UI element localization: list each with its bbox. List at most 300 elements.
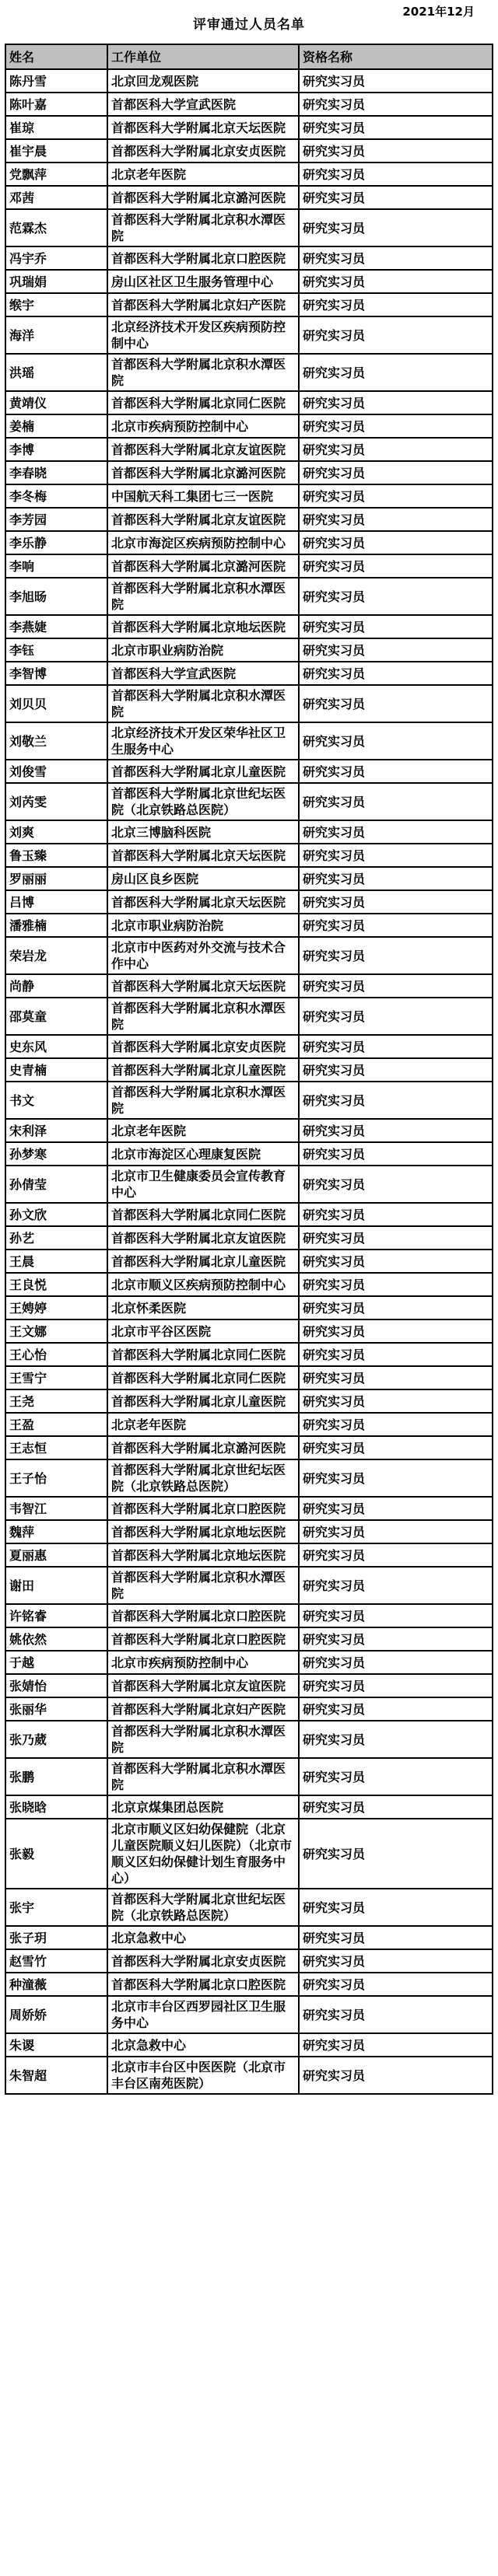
qualification-cell: 研究实习员 [299,914,493,937]
qualification-cell: 研究实习员 [299,461,493,484]
work-unit-cell: 北京市丰台区西罗园社区卫生服务中心 [107,1996,299,2033]
work-unit-cell: 首都医科大学附属北京同仁医院 [107,1343,299,1366]
name-cell: 李博 [5,438,107,461]
table-row [5,293,493,316]
qualification-cell: 研究实习员 [299,578,493,615]
qualification-cell: 研究实习员 [299,638,493,662]
work-unit-cell: 首都医科大学附属北京积水潭医院 [107,578,299,615]
table-row [5,1758,493,1795]
qualification-cell: 研究实习员 [299,867,493,890]
qualification-cell: 研究实习员 [299,1459,493,1497]
table-row [5,438,493,461]
work-unit-cell: 首都医科大学附属北京天坛医院 [107,844,299,867]
qualification-cell: 研究实习员 [299,1543,493,1567]
table-row [5,391,493,414]
qualification-cell: 研究实习员 [299,1035,493,1058]
work-unit-cell: 北京市疾病预防控制中心 [107,1651,299,1674]
qualification-cell: 研究实习员 [299,270,493,293]
table-row [5,1567,493,1604]
qualification-cell: 研究实习员 [299,293,493,316]
name-cell: 王志恒 [5,1436,107,1459]
qualification-cell: 研究实习员 [299,1366,493,1389]
qualification-cell: 研究实习员 [299,937,493,974]
qualification-cell: 研究实习员 [299,1119,493,1142]
work-unit-cell: 首都医科大学附属北京世纪坛医院（北京铁路总医院） [107,783,299,820]
name-cell: 张鹏 [5,1758,107,1795]
work-unit-cell: 首都医科大学附属北京地坛医院 [107,1520,299,1543]
name-cell: 党飘萍 [5,163,107,186]
name-cell: 姚依然 [5,1627,107,1651]
work-unit-cell: 首都医科大学附属北京潞河医院 [107,186,299,209]
work-unit-cell: 首都医科大学附属北京安贞医院 [107,139,299,163]
qualification-cell: 研究实习员 [299,163,493,186]
work-unit-cell: 首都医科大学附属北京口腔医院 [107,1604,299,1627]
qualification-cell: 研究实习员 [299,1343,493,1366]
name-cell: 宋利泽 [5,1119,107,1142]
table-row [5,1520,493,1543]
work-unit-cell: 北京市疾病预防控制中心 [107,414,299,438]
qualification-cell: 研究实习员 [299,1949,493,1973]
qualification-cell: 研究实习员 [299,69,493,93]
table-row [5,1973,493,1996]
name-cell: 朱谡 [5,2033,107,2057]
work-unit-cell: 北京怀柔医院 [107,1296,299,1319]
work-unit-cell: 首都医科大学附属北京妇产医院 [107,1697,299,1721]
qualification-cell: 研究实习员 [299,1604,493,1627]
table-row [5,914,493,937]
name-cell: 谢田 [5,1567,107,1604]
name-cell: 崔宇晨 [5,139,107,163]
name-cell: 王文娜 [5,1319,107,1343]
approved-personnel-table [5,44,493,2095]
work-unit-cell: 北京回龙观医院 [107,69,299,93]
name-cell: 刘芮雯 [5,783,107,820]
table-row [5,1035,493,1058]
qualification-cell: 研究实习员 [299,1273,493,1296]
qualification-cell: 研究实习员 [299,116,493,139]
table-row [5,1413,493,1436]
work-unit-cell: 首都医科大学附属北京儿童医院 [107,1250,299,1273]
name-cell: 书文 [5,1082,107,1119]
name-cell: 王子怡 [5,1459,107,1497]
table-row [5,1795,493,1819]
qualification-cell: 研究实习员 [299,1203,493,1226]
name-cell: 洪瑶 [5,354,107,391]
qualification-cell: 研究实习员 [299,438,493,461]
qualification-cell: 研究实习员 [299,1926,493,1949]
qualification-cell: 研究实习员 [299,1250,493,1273]
table-row [5,1819,493,1889]
name-cell: 朱智超 [5,2057,107,2094]
qualification-cell: 研究实习员 [299,1082,493,1119]
name-cell: 张婧怡 [5,1674,107,1697]
name-cell: 王娉婷 [5,1296,107,1319]
table-row [5,116,493,139]
table-row [5,998,493,1035]
table-row [5,1627,493,1651]
name-cell: 陈丹雪 [5,69,107,93]
name-cell: 许铭睿 [5,1604,107,1627]
qualification-cell: 研究实习员 [299,209,493,246]
work-unit-cell: 北京市海淀区疾病预防控制中心 [107,531,299,554]
work-unit-cell: 首都医科大学附属北京儿童医院 [107,760,299,783]
work-unit-cell: 首都医科大学附属北京积水潭医院 [107,1567,299,1604]
name-cell: 崔琼 [5,116,107,139]
qualification-cell: 研究实习员 [299,1413,493,1436]
qualification-cell: 研究实习员 [299,1497,493,1520]
name-cell: 邵莫童 [5,998,107,1035]
work-unit-cell: 首都医科大学附属北京天坛医院 [107,974,299,998]
name-cell: 李芳园 [5,508,107,531]
work-unit-cell: 首都医科大学附属北京潞河医院 [107,461,299,484]
qualification-cell: 研究实习员 [299,1567,493,1604]
table-row [5,1058,493,1082]
name-cell: 种潼薇 [5,1973,107,1996]
work-unit-cell: 首都医科大学附属北京同仁医院 [107,1366,299,1389]
work-unit-cell: 首都医科大学附属北京世纪坛医院（北京铁路总医院） [107,1889,299,1926]
name-cell: 张晓晗 [5,1795,107,1819]
table-row [5,1142,493,1166]
name-cell: 荣岩龙 [5,937,107,974]
work-unit-cell: 首都医科大学附属北京同仁医院 [107,391,299,414]
name-cell: 孙艺 [5,1226,107,1250]
qualification-cell: 研究实习员 [299,1627,493,1651]
name-cell: 史青楠 [5,1058,107,1082]
work-unit-cell: 北京市中医药对外交流与技术合作中心 [107,937,299,974]
name-cell: 张毅 [5,1819,107,1889]
work-unit-cell: 房山区良乡医院 [107,867,299,890]
work-unit-cell: 首都医科大学附属北京同仁医院 [107,1203,299,1226]
header-name: 姓名 [5,44,107,69]
work-unit-cell: 首都医科大学附属北京安贞医院 [107,1949,299,1973]
work-unit-cell: 首都医科大学附属北京友谊医院 [107,508,299,531]
work-unit-cell: 首都医科大学附属北京友谊医院 [107,1674,299,1697]
qualification-cell: 研究实习员 [299,554,493,578]
name-cell: 王晨 [5,1250,107,1273]
name-cell: 王盈 [5,1413,107,1436]
qualification-cell: 研究实习员 [299,139,493,163]
table-row [5,974,493,998]
table-row [5,93,493,116]
work-unit-cell: 北京市丰台区中医医院（北京市丰台区南苑医院） [107,2057,299,2094]
table-row [5,270,493,293]
table-row [5,1459,493,1497]
table-row [5,1082,493,1119]
table-row [5,1543,493,1567]
work-unit-cell: 首都医科大学附属北京友谊医院 [107,1226,299,1250]
table-row [5,1697,493,1721]
qualification-cell: 研究实习员 [299,484,493,508]
qualification-cell: 研究实习员 [299,1819,493,1889]
name-cell: 魏萍 [5,1520,107,1543]
work-unit-cell: 首都医科大学附属北京积水潭医院 [107,209,299,246]
qualification-cell: 研究实习员 [299,890,493,914]
name-cell: 张子玥 [5,1926,107,1949]
work-unit-cell: 首都医科大学附属北京潞河医院 [107,554,299,578]
work-unit-cell: 首都医科大学附属北京地坛医院 [107,615,299,638]
name-cell: 李春晓 [5,461,107,484]
work-unit-cell: 首都医科大学附属北京妇产医院 [107,293,299,316]
work-unit-cell: 北京经济技术开发区疾病预防控制中心 [107,316,299,354]
name-cell: 范霖杰 [5,209,107,246]
page-title: 评审通过人员名单 [193,17,305,33]
work-unit-cell: 北京市海淀区心理康复医院 [107,1142,299,1166]
table-row [5,1436,493,1459]
qualification-cell: 研究实习员 [299,354,493,391]
qualification-cell: 研究实习员 [299,1996,493,2033]
table-row [5,354,493,391]
name-cell: 孙倩莹 [5,1166,107,1203]
work-unit-cell: 首都医科大学宣武医院 [107,93,299,116]
qualification-cell: 研究实习员 [299,1973,493,1996]
work-unit-cell: 首都医科大学附属北京儿童医院 [107,1058,299,1082]
name-cell: 王雪宁 [5,1366,107,1389]
work-unit-cell: 首都医科大学附属北京口腔医院 [107,246,299,270]
work-unit-cell: 北京市职业病防治院 [107,638,299,662]
table-row [5,69,493,93]
table-header-row [5,44,493,69]
table-row [5,1389,493,1413]
name-cell: 王心怡 [5,1343,107,1366]
table-row [5,1949,493,1973]
table-row [5,186,493,209]
table-row [5,685,493,722]
table-row [5,508,493,531]
top-right-clipped-date: 2021年12月 [402,5,475,19]
qualification-cell: 研究实习员 [299,998,493,1035]
work-unit-cell: 北京三博脑科医院 [107,820,299,844]
name-cell: 缑宇 [5,293,107,316]
qualification-cell: 研究实习员 [299,1142,493,1166]
table-row [5,1119,493,1142]
qualification-cell: 研究实习员 [299,1058,493,1082]
qualification-cell: 研究实习员 [299,1296,493,1319]
name-cell: 李乐静 [5,531,107,554]
name-cell: 张宇 [5,1889,107,1926]
work-unit-cell: 北京市职业病防治院 [107,914,299,937]
table-row [5,844,493,867]
work-unit-cell: 首都医科大学附属北京积水潭医院 [107,1082,299,1119]
qualification-cell: 研究实习员 [299,974,493,998]
work-unit-cell: 北京老年医院 [107,1413,299,1436]
qualification-cell: 研究实习员 [299,844,493,867]
table-row [5,578,493,615]
work-unit-cell: 首都医科大学附属北京世纪坛医院（北京铁路总医院） [107,1459,299,1497]
name-cell: 孙文欣 [5,1203,107,1226]
name-cell: 张乃葳 [5,1721,107,1758]
table-row [5,890,493,914]
table-row [5,209,493,246]
table-row [5,1226,493,1250]
name-cell: 刘敬兰 [5,722,107,760]
table-row [5,1319,493,1343]
header-work-unit: 工作单位 [107,44,299,69]
qualification-cell: 研究实习员 [299,1721,493,1758]
table-row [5,316,493,354]
qualification-cell: 研究实习员 [299,391,493,414]
table-row [5,662,493,685]
qualification-cell: 研究实习员 [299,1166,493,1203]
table-row [5,615,493,638]
table-row [5,638,493,662]
table-row [5,1273,493,1296]
qualification-cell: 研究实习员 [299,1697,493,1721]
name-cell: 李响 [5,554,107,578]
table-row [5,1203,493,1226]
qualification-cell: 研究实习员 [299,2057,493,2094]
table-row [5,2033,493,2057]
work-unit-cell: 首都医科大学附属北京潞河医院 [107,1436,299,1459]
work-unit-cell: 首都医科大学附属北京天坛医院 [107,116,299,139]
table-row [5,484,493,508]
header-qualification: 资格名称 [299,44,493,69]
qualification-cell: 研究实习员 [299,1889,493,1926]
work-unit-cell: 北京急救中心 [107,1926,299,1949]
qualification-cell: 研究实习员 [299,760,493,783]
name-cell: 史东风 [5,1035,107,1058]
work-unit-cell: 北京市顺义区疾病预防控制中心 [107,1273,299,1296]
name-cell: 王尧 [5,1389,107,1413]
qualification-cell: 研究实习员 [299,1758,493,1795]
table-row [5,783,493,820]
qualification-cell: 研究实习员 [299,662,493,685]
name-cell: 巩瑞娟 [5,270,107,293]
qualification-cell: 研究实习员 [299,615,493,638]
name-cell: 姜楠 [5,414,107,438]
name-cell: 李旭旸 [5,578,107,615]
qualification-cell: 研究实习员 [299,316,493,354]
qualification-cell: 研究实习员 [299,2033,493,2057]
table-row [5,1604,493,1627]
qualification-cell: 研究实习员 [299,508,493,531]
qualification-cell: 研究实习员 [299,1226,493,1250]
table-row [5,867,493,890]
table-row [5,1996,493,2033]
table-row [5,2057,493,2094]
name-cell: 李燕婕 [5,615,107,638]
qualification-cell: 研究实习员 [299,783,493,820]
name-cell: 于越 [5,1651,107,1674]
qualification-cell: 研究实习员 [299,186,493,209]
qualification-cell: 研究实习员 [299,1651,493,1674]
qualification-cell: 研究实习员 [299,1674,493,1697]
qualification-cell: 研究实习员 [299,414,493,438]
table-row [5,1651,493,1674]
name-cell: 冯宇乔 [5,246,107,270]
work-unit-cell: 中国航天科工集团七三一医院 [107,484,299,508]
table-row [5,246,493,270]
table-row [5,163,493,186]
work-unit-cell: 首都医科大学附属北京积水潭医院 [107,354,299,391]
name-cell: 陈叶嘉 [5,93,107,116]
work-unit-cell: 北京京煤集团总医院 [107,1795,299,1819]
work-unit-cell: 北京老年医院 [107,1119,299,1142]
work-unit-cell: 首都医科大学附属北京口腔医院 [107,1497,299,1520]
qualification-cell: 研究实习员 [299,1795,493,1819]
table-row [5,414,493,438]
table-row [5,1674,493,1697]
name-cell: 韦智江 [5,1497,107,1520]
work-unit-cell: 首都医科大学附属北京天坛医院 [107,890,299,914]
work-unit-cell: 北京急救中心 [107,2033,299,2057]
work-unit-cell: 北京老年医院 [107,163,299,186]
name-cell: 刘贝贝 [5,685,107,722]
qualification-cell: 研究实习员 [299,722,493,760]
table-row [5,937,493,974]
table-row [5,1166,493,1203]
work-unit-cell: 北京市顺义区妇幼保健院（北京儿童医院顺义妇儿医院）（北京市顺义区妇幼保健计划生育服务中心） [107,1819,299,1889]
work-unit-cell: 首都医科大学附属北京儿童医院 [107,1389,299,1413]
table-row [5,1250,493,1273]
table-row [5,1889,493,1926]
table-row [5,531,493,554]
name-cell: 孙梦寒 [5,1142,107,1166]
table-row [5,760,493,783]
qualification-cell: 研究实习员 [299,246,493,270]
name-cell: 王良悦 [5,1273,107,1296]
qualification-cell: 研究实习员 [299,93,493,116]
name-cell: 赵雪竹 [5,1949,107,1973]
name-cell: 潘雅楠 [5,914,107,937]
name-cell: 周娇娇 [5,1996,107,2033]
work-unit-cell: 北京市平谷区医院 [107,1319,299,1343]
work-unit-cell: 首都医科大学宣武医院 [107,662,299,685]
table-row [5,1366,493,1389]
table-row [5,722,493,760]
table-row [5,461,493,484]
work-unit-cell: 首都医科大学附属北京积水潭医院 [107,998,299,1035]
name-cell: 李冬梅 [5,484,107,508]
work-unit-cell: 首都医科大学附属北京安贞医院 [107,1035,299,1058]
work-unit-cell: 首都医科大学附属北京口腔医院 [107,1627,299,1651]
table-row [5,820,493,844]
name-cell: 夏丽惠 [5,1543,107,1567]
name-cell: 罗丽丽 [5,867,107,890]
name-cell: 尚静 [5,974,107,998]
work-unit-cell: 首都医科大学附属北京地坛医院 [107,1543,299,1567]
table-row [5,554,493,578]
name-cell: 海洋 [5,316,107,354]
table-row [5,1343,493,1366]
name-cell: 张丽华 [5,1697,107,1721]
qualification-cell: 研究实习员 [299,1389,493,1413]
table-row [5,139,493,163]
qualification-cell: 研究实习员 [299,531,493,554]
table-row [5,1296,493,1319]
name-cell: 刘俊雪 [5,760,107,783]
name-cell: 刘爽 [5,820,107,844]
name-cell: 鲁玉臻 [5,844,107,867]
table-row [5,1721,493,1758]
work-unit-cell: 首都医科大学附属北京积水潭医院 [107,685,299,722]
name-cell: 李智博 [5,662,107,685]
work-unit-cell: 房山区社区卫生服务管理中心 [107,270,299,293]
name-cell: 李钰 [5,638,107,662]
name-cell: 邓茜 [5,186,107,209]
qualification-cell: 研究实习员 [299,1319,493,1343]
qualification-cell: 研究实习员 [299,1436,493,1459]
work-unit-cell: 首都医科大学附属北京口腔医院 [107,1973,299,1996]
work-unit-cell: 首都医科大学附属北京友谊医院 [107,438,299,461]
table-row [5,1497,493,1520]
work-unit-cell: 首都医科大学附属北京积水潭医院 [107,1721,299,1758]
name-cell: 吕博 [5,890,107,914]
qualification-cell: 研究实习员 [299,1520,493,1543]
name-cell: 黄靖仪 [5,391,107,414]
work-unit-cell: 北京市卫生健康委员会宣传教育中心 [107,1166,299,1203]
work-unit-cell: 北京经济技术开发区荣华社区卫生服务中心 [107,722,299,760]
table-row [5,1926,493,1949]
